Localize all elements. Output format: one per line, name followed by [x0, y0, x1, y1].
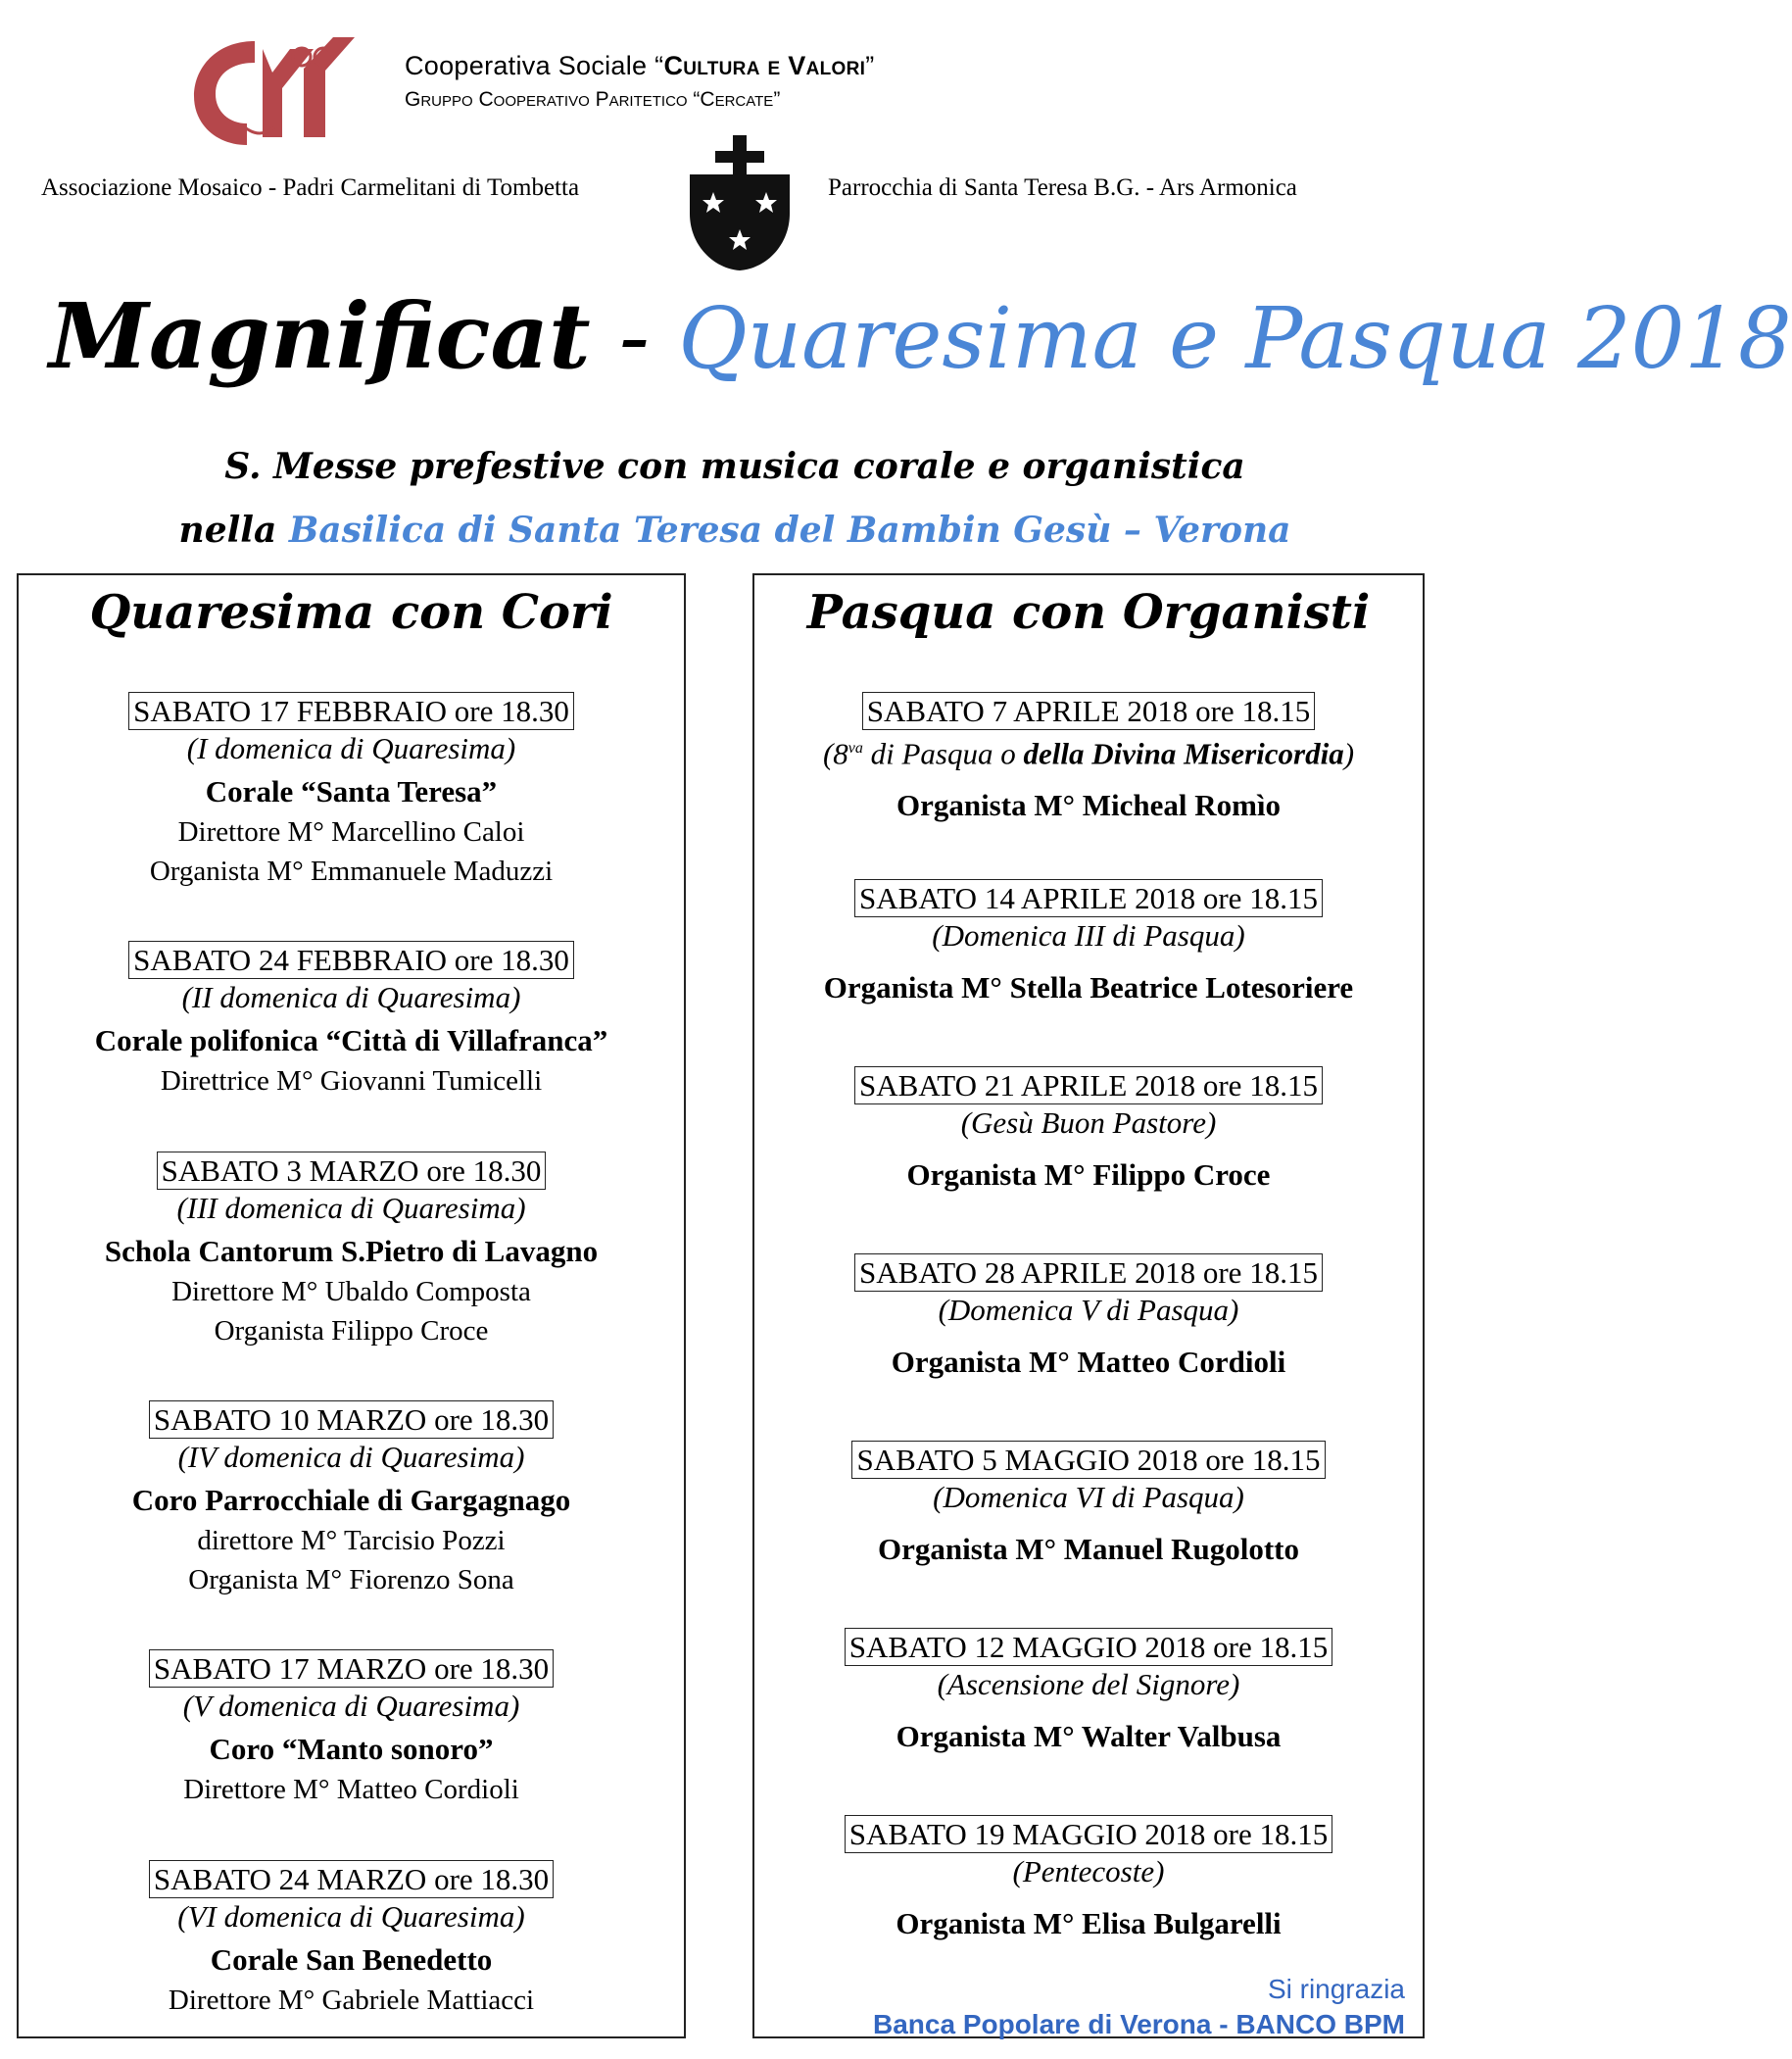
event-date: SABATO 14 APRILE 2018 ore 18.15 [854, 879, 1323, 917]
easter-event [754, 1628, 1423, 1756]
event-sunday: (II domenica di Quaresima) [181, 980, 521, 1014]
choir-person: Direttore M° Marcellino Caloi [177, 816, 525, 848]
event-date: SABATO 17 FEBBRAIO ore 18.30 [128, 692, 574, 730]
organist-name: Organista M° Walter Valbusa [896, 1719, 1282, 1753]
event-sunday: (Gesù Buon Pastore) [960, 1105, 1217, 1140]
lent-event [19, 1860, 684, 2020]
title-season: Quaresima e Pasqua 2018 [678, 290, 1792, 388]
choir-person: Organista M° Emmanuele Maduzzi [149, 856, 554, 887]
event-sunday: ($8^{va}$ di Pasqua o della Divina Misericordia) [822, 736, 1355, 771]
event-sunday: (V domenica di Quaresima) [182, 1689, 520, 1723]
subtitle-place-prefix: nella [178, 510, 289, 551]
choir-person: Direttore M° Gabriele Mattiacci [168, 1985, 535, 2016]
event-sunday: (Pentecoste) [1012, 1854, 1165, 1888]
event-sunday: (Domenica VI di Pasqua) [933, 1480, 1244, 1514]
event-date: SABATO 12 MAGGIO 2018 ore 18.15 [845, 1628, 1333, 1666]
lent-event [19, 941, 684, 1101]
organist-name: Organista M° Micheal Romìo [896, 788, 1282, 823]
easter-event [754, 879, 1423, 1007]
subtitle-place [0, 510, 1470, 551]
lent-column-title: Quaresima con Cori [89, 585, 613, 640]
cooperative-group: Gruppo Cooperativo Paritetico “Cercate” [405, 88, 781, 111]
choir-name: Corale San Benedetto [210, 1942, 493, 1977]
cooperative-name-bold: Cultura e Valori [663, 51, 866, 80]
subtitle-basilica: Basilica di Santa Teresa del Bambin Gesù – Verona [288, 510, 1291, 551]
cooperative-logo [186, 29, 367, 147]
easter-organists-column [752, 573, 1425, 2038]
association-right: Parrocchia di Santa Teresa B.G. - Ars Armonica [828, 174, 1297, 201]
title-dash: - [590, 284, 679, 389]
carmelite-shield-icon [682, 135, 798, 272]
easter-column-title: Pasqua con Organisti [806, 585, 1371, 640]
sponsor-name: Banca Popolare di Verona - BANCO BPM [873, 2009, 1405, 2039]
choir-person: Direttrice M° Giovanni Tumicelli [160, 1065, 543, 1097]
event-date: SABATO 21 APRILE 2018 ore 18.15 [854, 1066, 1323, 1104]
event-sunday: (Ascensione del Signore) [937, 1667, 1240, 1701]
event-sunday: (VI domenica di Quaresima) [177, 1899, 525, 1934]
event-date: SABATO 24 MARZO ore 18.30 [149, 1860, 554, 1898]
event-sunday: (I domenica di Quaresima) [186, 731, 516, 765]
easter-event [754, 692, 1423, 825]
easter-event [754, 1253, 1423, 1382]
event-sunday: (Domenica III di Pasqua) [932, 918, 1245, 953]
event-date: SABATO 28 APRILE 2018 ore 18.15 [854, 1253, 1323, 1292]
choir-name: Coro Parrocchiale di Gargagnago [131, 1483, 571, 1517]
choir-name: Schola Cantorum S.Pietro di Lavagno [104, 1234, 599, 1268]
event-sunday: (Domenica V di Pasqua) [938, 1293, 1239, 1327]
subtitle-masses: S. Messe prefestive con musica corale e organistica [224, 446, 1245, 487]
lent-choirs-column [17, 573, 686, 2038]
lent-event [19, 1152, 684, 1350]
event-date: SABATO 7 APRILE 2018 ore 18.15 [862, 692, 1315, 730]
organist-name: Organista M° Matteo Cordioli [891, 1345, 1286, 1379]
main-title [49, 282, 1792, 393]
event-date: SABATO 24 FEBBRAIO ore 18.30 [128, 941, 574, 979]
organist-name: Organista M° Elisa Bulgarelli [896, 1906, 1282, 1940]
choir-person: Direttore M° Matteo Cordioli [183, 1774, 519, 1805]
lent-event [19, 692, 684, 891]
choir-name: Coro “Manto sonoro” [209, 1732, 494, 1766]
sponsor-thanks: Si ringrazia [1267, 1974, 1405, 2004]
event-date: SABATO 3 MARZO ore 18.30 [157, 1152, 547, 1190]
easter-event [754, 1441, 1423, 1569]
organist-name: Organista M° Filippo Croce [906, 1157, 1271, 1192]
easter-event [754, 1815, 1423, 1943]
easter-event [754, 1066, 1423, 1195]
lent-event [19, 1400, 684, 1599]
event-sunday: (III domenica di Quaresima) [176, 1191, 526, 1225]
choir-name: Corale “Santa Teresa” [205, 774, 498, 809]
event-sunday: (IV domenica di Quaresima) [177, 1440, 525, 1474]
choir-person: Organista Filippo Croce [214, 1315, 489, 1347]
association-left: Associazione Mosaico - Padri Carmelitani di Tombetta [41, 174, 580, 201]
event-date: SABATO 5 MAGGIO 2018 ore 18.15 [851, 1441, 1325, 1479]
organist-name: Organista M° Stella Beatrice Lotesoriere [823, 970, 1354, 1005]
lent-event [19, 1649, 684, 1809]
choir-person: Organista M° Fiorenzo Sona [188, 1564, 514, 1595]
event-date: SABATO 19 MAGGIO 2018 ore 18.15 [845, 1815, 1333, 1853]
choir-person: Direttore M° Ubaldo Composta [171, 1276, 531, 1307]
event-date: SABATO 17 MARZO ore 18.30 [149, 1649, 554, 1688]
organist-name: Organista M° Manuel Rugolotto [877, 1532, 1300, 1566]
cooperative-name: Cooperativa Sociale “Cultura e Valori” [405, 51, 875, 80]
title-magnificat: Magnificat [49, 283, 591, 389]
choir-person: direttore M° Tarcisio Pozzi [197, 1525, 506, 1556]
choir-name: Corale polifonica “Città di Villafranca” [94, 1023, 608, 1057]
event-date: SABATO 10 MARZO ore 18.30 [149, 1400, 554, 1439]
